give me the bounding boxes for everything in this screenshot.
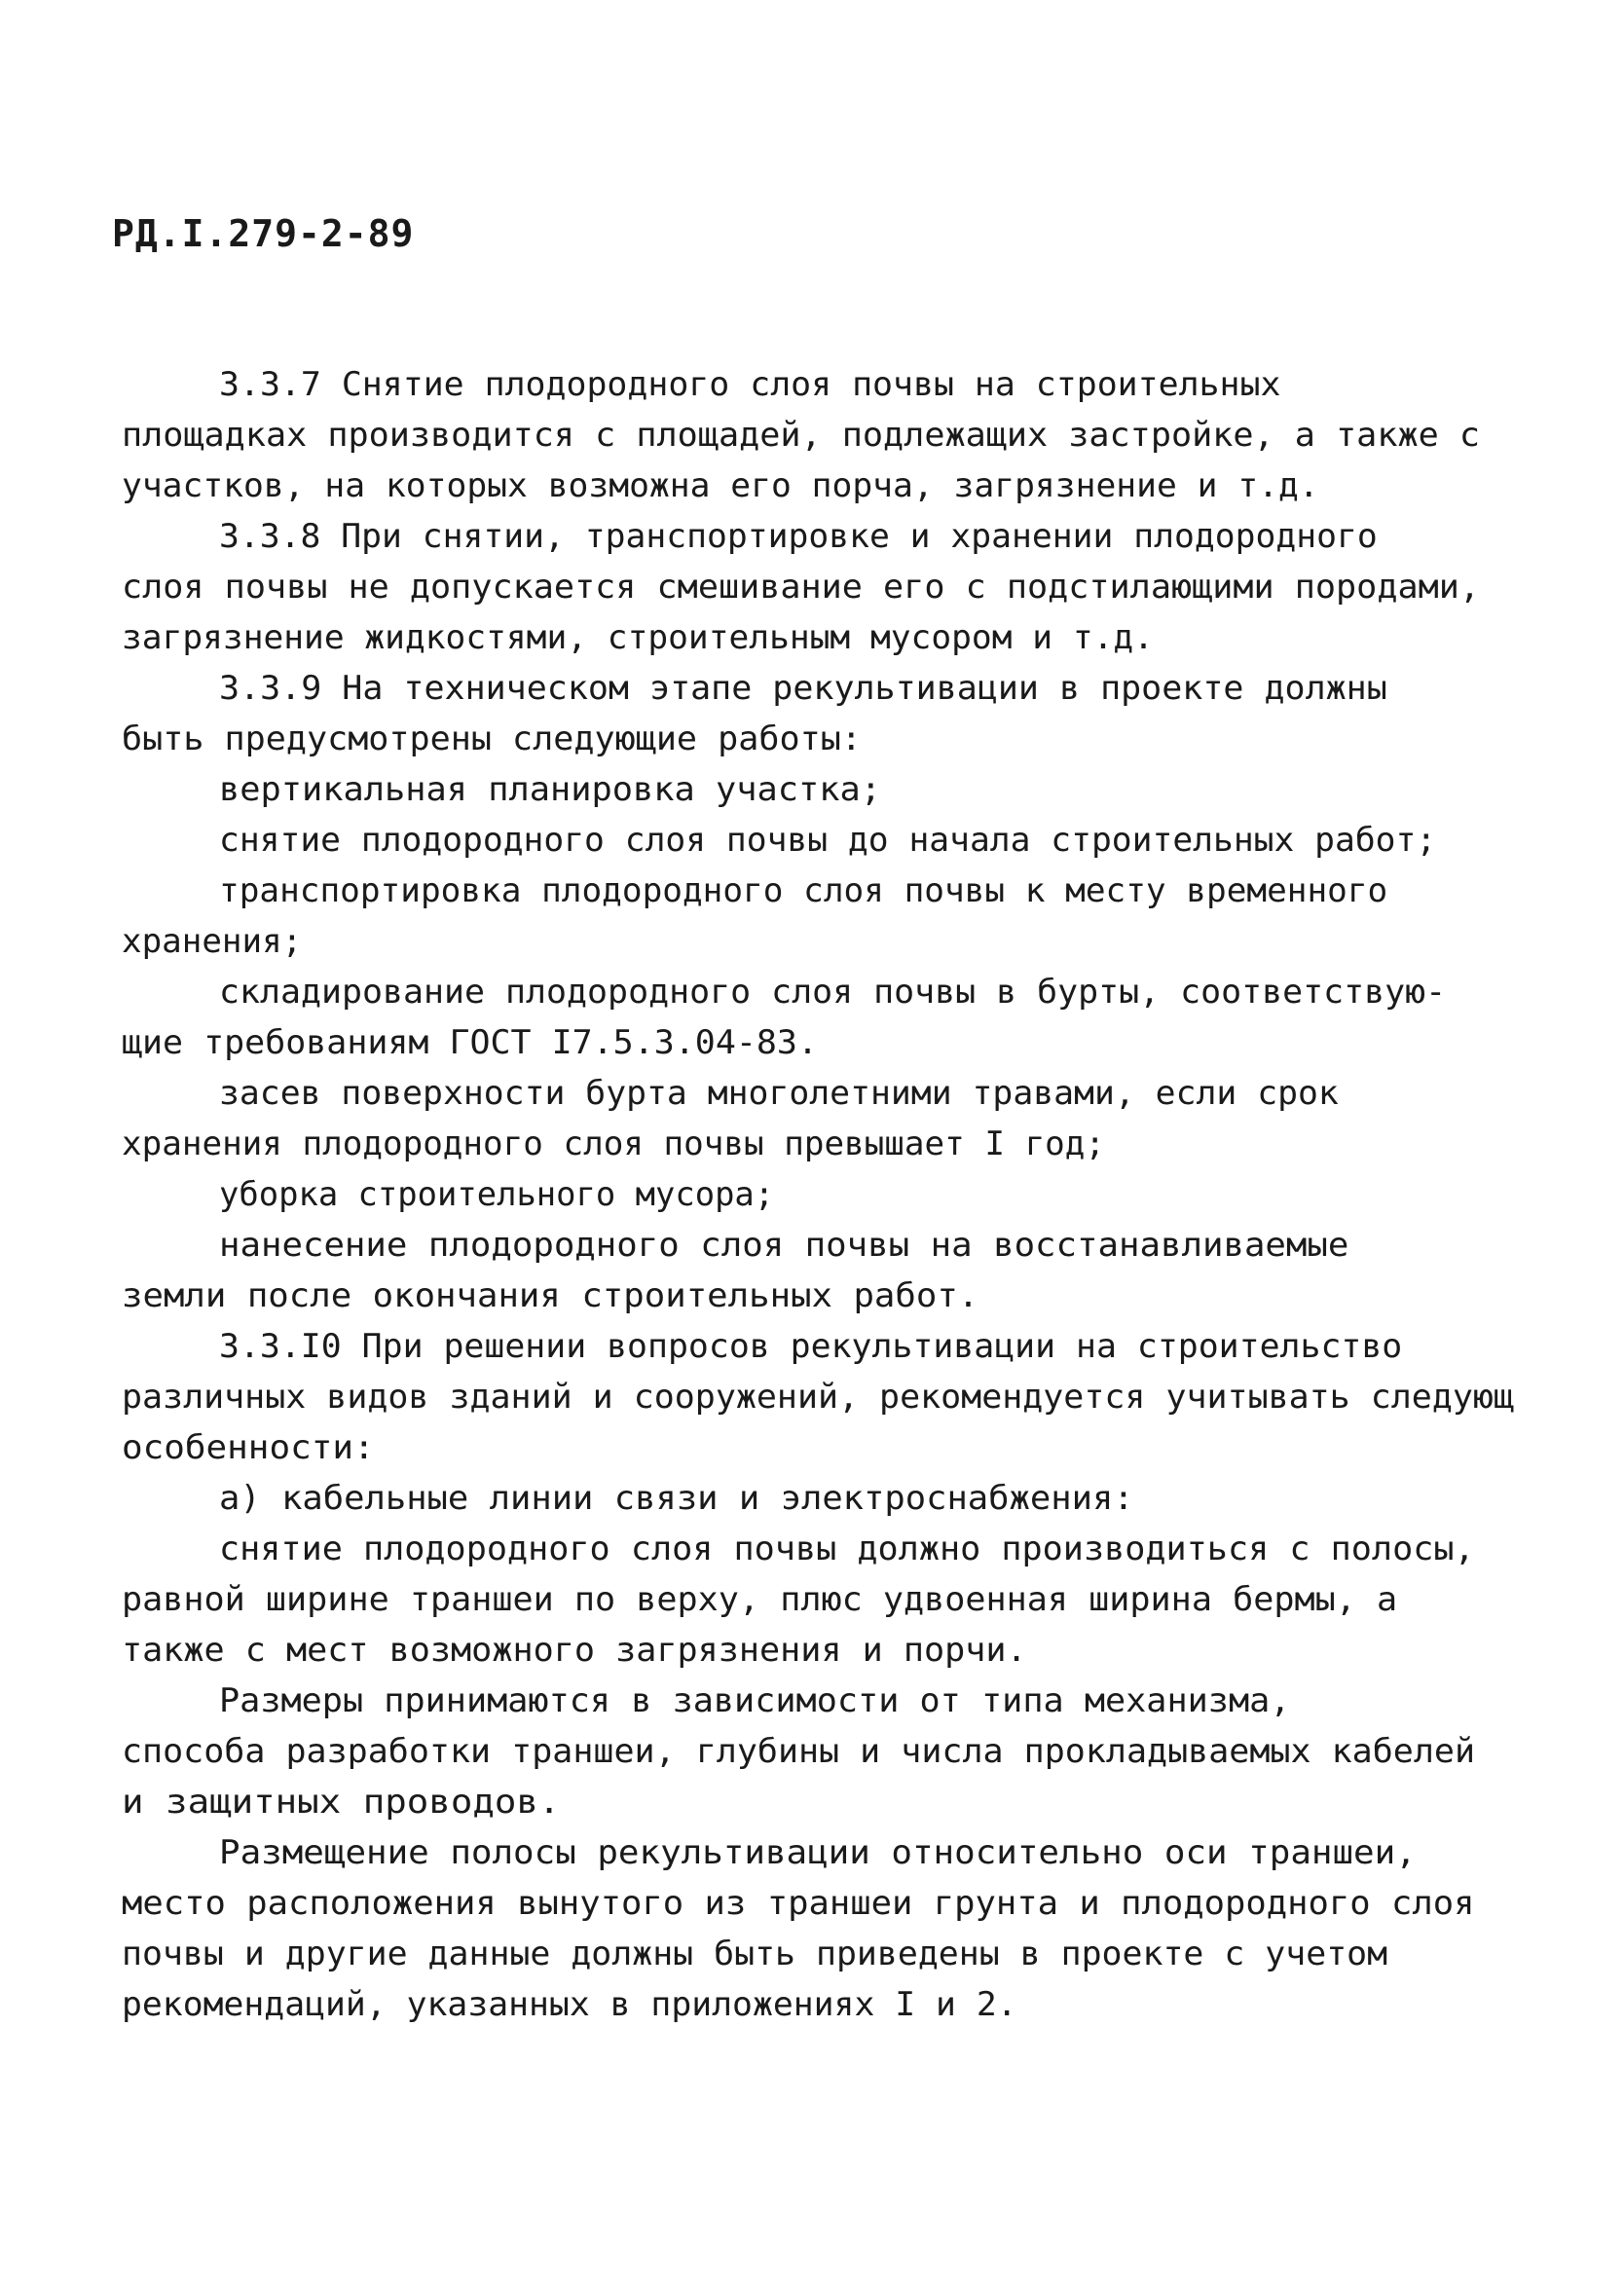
text-line: площадках производится с площадей, подлежащих застройке, а также с [122,416,1481,455]
text-line: слоя почвы не допускается смешивание его с подстилающими породами, [122,568,1481,607]
text-line: Размеры принимаются в зависимости от типа механизма, [219,1681,1291,1720]
text-line: различных видов зданий и сооружений, рекомендуется учитывать следующ [122,1378,1514,1417]
text-line: нанесение плодородного слоя почвы на восстанавливаемые [219,1226,1349,1265]
text-line: быть предусмотрены следующие работы: [122,719,862,758]
text-line: рекомендаций, указанных в приложениях I и 2. [122,1985,1017,2024]
text-line: Размещение полосы рекультивации относительно оси траншеи, [219,1833,1417,1872]
text-line: 3.3.9 На техническом этапе рекультивации в проекте должны [219,669,1387,708]
text-line: способа разработки траншеи, глубины и числа прокладываемых кабелей [122,1732,1476,1771]
text-line: равной ширине траншеи по верху, плюс удвоенная ширина бермы, а [122,1580,1398,1619]
text-line: загрязнение жидкостями, строительным мусором и т.д. [122,618,1154,657]
document-code: РД.I.279-2-89 [112,212,415,255]
text-line: участков, на которых возможна его порча, загрязнение и т.д. [122,466,1319,505]
text-line: также с мест возможного загрязнения и порчи. [122,1631,1027,1670]
text-line: 3.3.I0 При решении вопросов рекультивации на строительство [219,1327,1403,1366]
text-line: вертикальная планировка участка; [219,770,882,809]
text-line: и защитных проводов. [122,1783,561,1822]
text-line: засев поверхности бурта многолетними травами, если срок [219,1074,1339,1113]
text-line: уборка строительного мусора; [219,1175,775,1214]
text-line: почвы и другие данные должны быть приведены в проекте с учетом [122,1935,1388,1973]
text-line: снятие плодородного слоя почвы должно производиться с полосы, [219,1529,1475,1568]
text-line: земли после окончания строительных работ. [122,1276,979,1315]
text-line: хранения; [122,922,303,961]
text-line: складирование плодородного слоя почвы в бурты, соответствую- [219,973,1447,1012]
text-line: щие требованиям ГОСТ I7.5.3.04-83. [122,1023,818,1062]
text-line: 3.3.8 При снятии, транспортировке и хранении плодородного [219,517,1378,556]
text-line: транспортировка плодородного слоя почвы к месту временного [219,871,1388,910]
text-line: а) кабельные линии связи и электроснабжения: [219,1479,1134,1518]
text-line: место расположения вынутого из траншеи грунта и плодородного слоя [122,1884,1475,1923]
text-line: особенности: [122,1428,375,1467]
text-line: хранения плодородного слоя почвы превышает I год; [122,1124,1106,1163]
text-line: снятие плодородного слоя почвы до начала строительных работ; [219,821,1437,860]
text-line: 3.3.7 Снятие плодородного слоя почвы на строительных [219,365,1281,404]
